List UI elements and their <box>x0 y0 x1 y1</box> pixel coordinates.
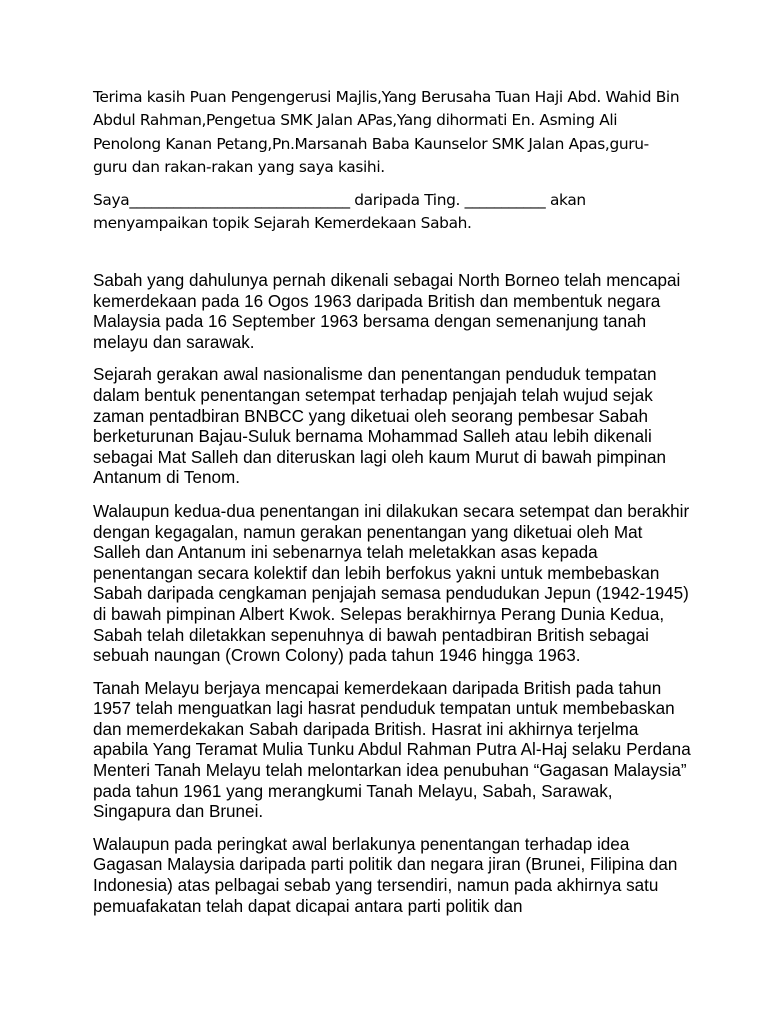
topic-introduction-paragraph: Saya______________________________ daripada Ting. ___________ akan menyampaikan topik Sejarah Kemerdekaan Sabah. <box>93 190 586 233</box>
body-paragraph: Sejarah gerakan awal nasionalisme dan penentangan penduduk tempatan dalam bentuk penentangan setempat terhadap penjajah telah wujud sejak zaman pentadbiran BNBCC yang diketuai oleh seorang pembesar Sabah berketurunan Bajau-Suluk bernama Mohammad Salleh atau lebih dikenali sebagai Mat Salleh dan diteruskan lagi oleh kaum Murut di bawah pimpinan Antanum di Tenom. <box>93 365 666 488</box>
speech-body <box>93 271 693 929</box>
greeting-paragraph: Terima kasih Puan Pengengerusi Majlis,Yang Berusaha Tuan Haji Abd. Wahid Bin Abdul Rahman,Pengetua SMK Jalan APas,Yang dihormati En. Asming Ali Penolong Kanan Petang,Pn.Marsanah Baba Kaunselor SMK Jalan Apas,guru-guru dan rakan-rakan yang saya kasihi. <box>93 88 680 177</box>
body-paragraph: Walaupun pada peringkat awal berlakunya penentangan terhadap idea Gagasan Malaysia daripada parti politik dan negara jiran (Brunei, Filipina dan Indonesia) atas pelbagai sebab yang tersendiri, namun pada akhirnya satu pemuafakatan telah dapat dicapai antara parti politik dan <box>93 834 678 916</box>
speech-opening <box>93 86 683 244</box>
body-paragraph: Sabah yang dahulunya pernah dikenali sebagai North Borneo telah mencapai kemerdekaan pada 16 Ogos 1963 daripada British dan membentuk negara Malaysia pada 16 September 1963 bersama dengan semenanjung tanah melayu dan sarawak. <box>93 271 681 352</box>
body-paragraph: Walaupun kedua-dua penentangan ini dilakukan secara setempat dan berakhir dengan kegagalan, namun gerakan penentangan yang diketuai oleh Mat Salleh dan Antanum ini sebenarnya telah meletakkan asas kepada penentangan secara kolektif dan lebih berfokus yakni untuk membebaskan Sabah daripada cengkaman penjajah semasa pendudukan Jepun (1942-1945) di bawah pimpinan Albert Kwok. Selepas berakhirnya Perang Dunia Kedua, Sabah telah diletakkan sepenuhnya di bawah pentadbiran British sebagai sebuah naungan (Crown Colony) pada tahun 1946 hingga 1963. <box>93 501 690 666</box>
body-paragraph: Tanah Melayu berjaya mencapai kemerdekaan daripada British pada tahun 1957 telah menguatkan lagi hasrat penduduk tempatan untuk membebaskan dan memerdekakan Sabah daripada British. Hasrat ini akhirnya terjelma apabila Yang Teramat Mulia Tunku Abdul Rahman Putra Al-Haj selaku Perdana Menteri Tanah Melayu telah melontarkan idea penubuhan “Gagasan Malaysia” pada tahun 1961 yang merangkumi Tanah Melayu, Sabah, Sarawak, Singapura dan Brunei. <box>93 678 691 822</box>
